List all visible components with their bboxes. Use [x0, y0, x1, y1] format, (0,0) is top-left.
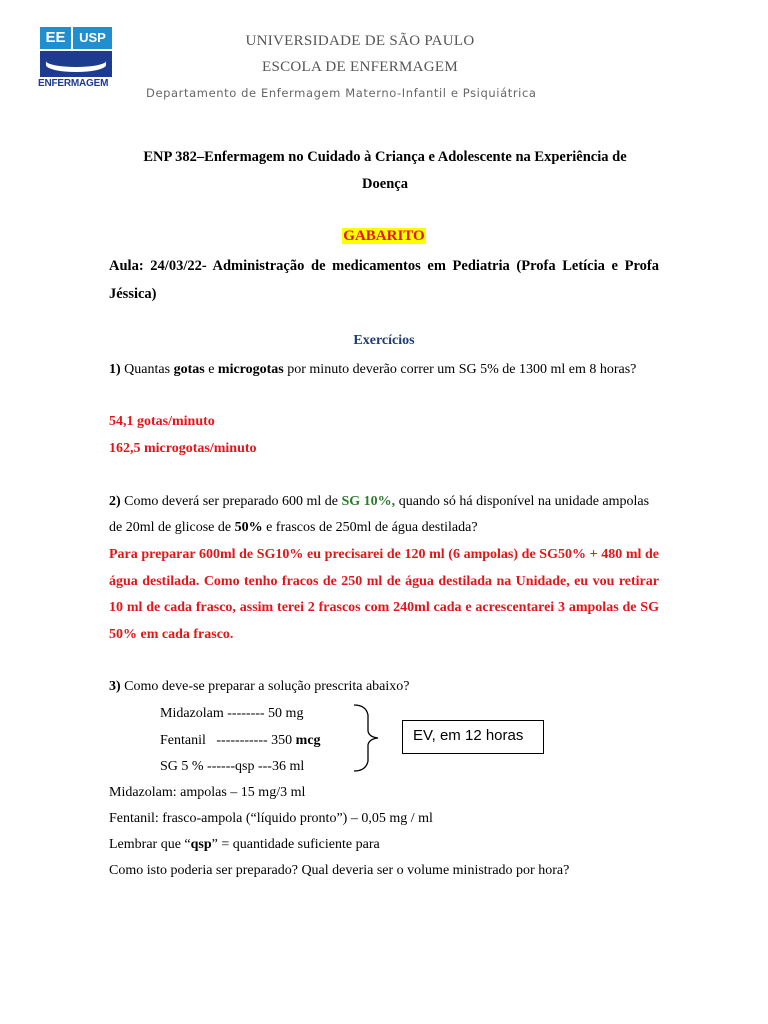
rx-fentanil-unit: mcg [295, 733, 321, 748]
question-1-number: 1) [109, 362, 121, 377]
question-2 [109, 489, 659, 541]
exercises-heading: Exercícios [353, 333, 415, 348]
final-question: Como isto poderia ser preparado? Qual deveria ser o volume ministrado por hora? [109, 863, 570, 878]
logo-wordmark: ENFERMAGEM [38, 78, 109, 89]
q2-text-b: quando só há disponível na unidade ampolas de 20ml de glicose de [109, 494, 650, 535]
course-title-line2: Doença [362, 176, 408, 192]
department-name: Departamento de Enfermagem Materno-Infantil e Psiquiátrica [146, 86, 537, 100]
question-1 [109, 357, 659, 383]
curly-brace-icon [352, 703, 382, 773]
question-3-number: 3) [109, 679, 121, 694]
q3-text: Como deve-se preparar a solução prescrita abaixo? [120, 679, 410, 694]
course-title-line1: ENP 382–Enfermagem no Cuidado à Criança e Adolescente na Experiência de [143, 149, 627, 165]
info-fentanil: Fentanil: frasco-ampola (“líquido pronto”) – 0,05 mg / ml [109, 811, 433, 826]
qsp-bold: qsp [190, 837, 212, 852]
qsp-text-b: ” = quantidade suficiente para [211, 837, 380, 852]
lecture-info: Aula: 24/03/22- Administração de medicamentos em Pediatria (Profa Letícia e Profa Jéssica) [109, 258, 659, 302]
prescription-midazolam: Midazolam -------- 50 mg [160, 706, 304, 721]
university-name: UNIVERSIDADE DE SÃO PAULO [245, 33, 475, 49]
school-name: ESCOLA DE ENFERMAGEM [261, 59, 458, 75]
q1-bold-gotas: gotas [173, 362, 205, 377]
q1-text-b: e [204, 362, 218, 377]
logo-usp-block: USP [73, 27, 112, 49]
q1-text-a: Quantas [120, 362, 174, 377]
answer-2: Para preparar 600ml de SG10% eu precisarei de 120 ml (6 ampolas) de SG50% + 480 ml de água destilada. Como tenho fracos de 250 ml de água destilada na Unidade, eu vou retirar 10 ml de cada frasco, assim terei 2 frascos com 240ml cada e acrescentarei 3 ampolas de SG 50% em cada frasco. [109, 547, 659, 642]
q2-text-c: e frascos de 250ml de água destilada? [262, 520, 478, 535]
info-qsp [109, 832, 659, 858]
route-box: EV, em 12 horas [402, 720, 544, 754]
prescription-sg5: SG 5 % ------qsp ---36 ml [160, 759, 305, 774]
answer-1a: 54,1 gotas/minuto [109, 414, 215, 429]
info-midazolam: Midazolam: ampolas – 15 mg/3 ml [109, 785, 306, 800]
rx-fentanil-text: Fentanil ----------- 350 [160, 733, 296, 748]
prescription-fentanil [160, 728, 321, 754]
q2-green-sg10: SG 10%, [341, 494, 396, 509]
q1-bold-microgotas: microgotas [217, 362, 284, 377]
gabarito-highlight: GABARITO [343, 228, 425, 244]
gabarito-label-row [0, 227, 768, 245]
q2-bold-50: 50% [234, 520, 263, 535]
q2-text-a: Como deverá ser preparado 600 ml de [120, 494, 342, 509]
question-2-number: 2) [109, 494, 121, 509]
q1-text-c: por minuto deverão correr um SG 5% de 1300 ml em 8 horas? [283, 362, 637, 377]
qsp-text-a: Lembrar que “ [109, 837, 191, 852]
question-3 [109, 674, 659, 700]
answer-1b: 162,5 microgotas/minuto [109, 441, 257, 456]
logo-ee-block: EE [40, 27, 71, 49]
course-title [120, 144, 650, 198]
